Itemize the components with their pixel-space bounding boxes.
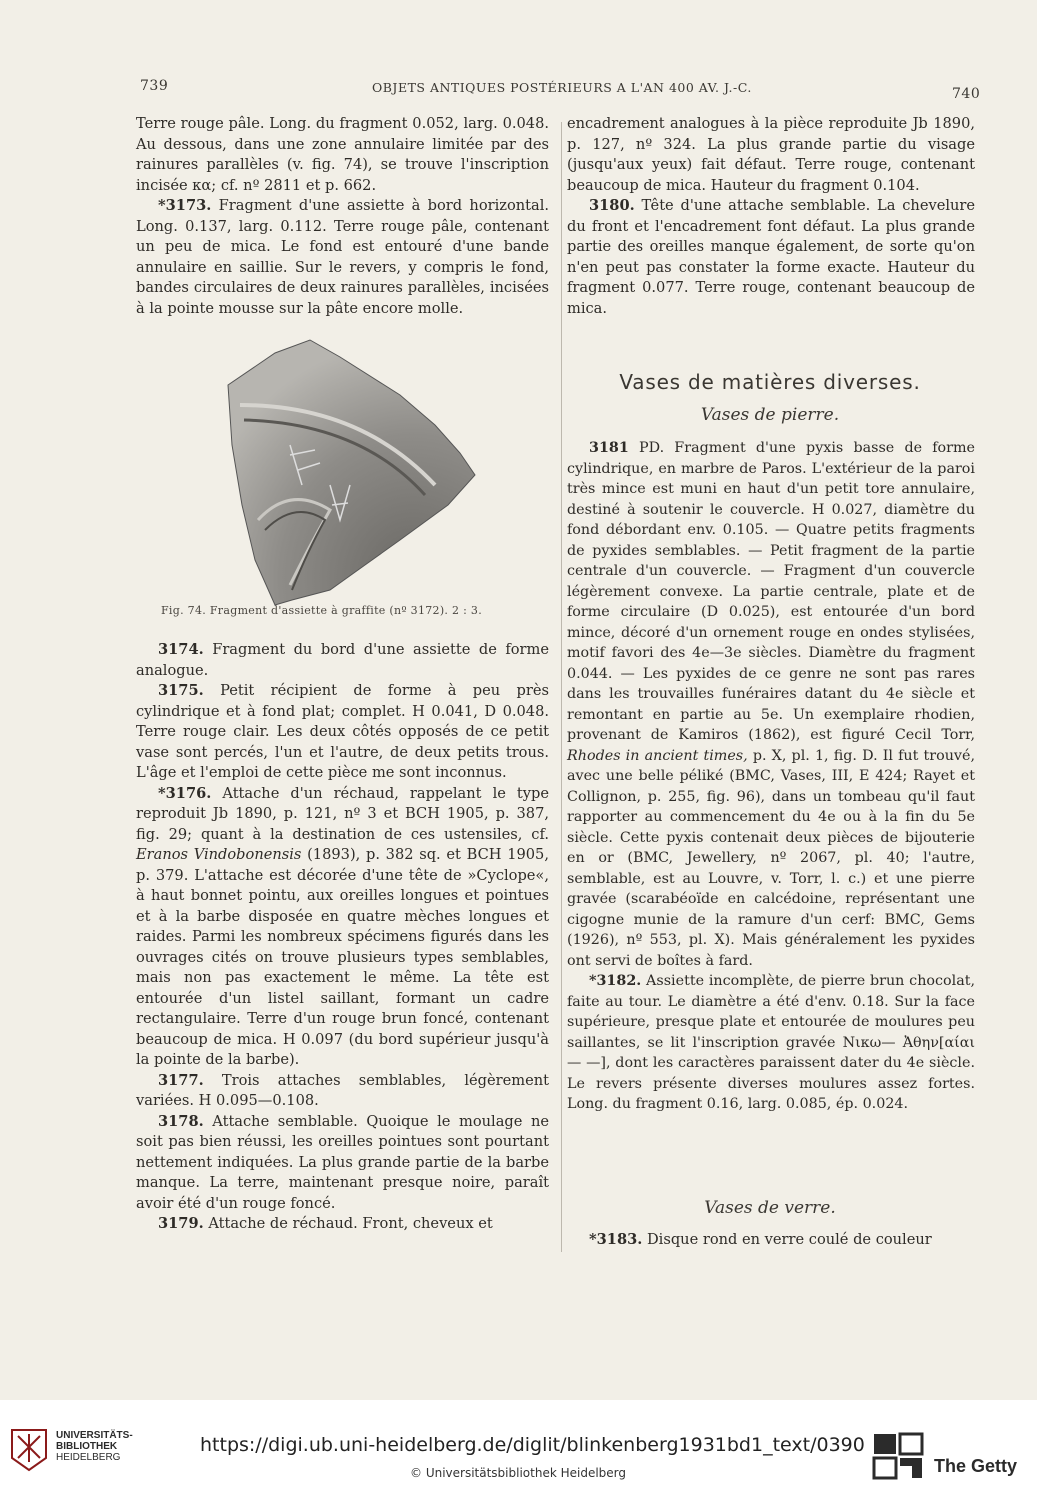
right-column-bottom bbox=[567, 1230, 975, 1251]
entry-text: Attache de réchaud. Front, cheveux et bbox=[208, 1215, 493, 1232]
italic-title: Rhodes in ancient times, bbox=[567, 747, 748, 764]
paragraph-3179 bbox=[136, 1214, 549, 1235]
paragraph-3176 bbox=[136, 784, 549, 1071]
entry-text: Trois attaches semblables, légèrement variées. H 0.095—0.108. bbox=[136, 1071, 550, 1109]
viewer-footer bbox=[0, 1400, 1037, 1493]
entry-text: Fragment d'une assiette à bord horizontal. Long. 0.137, larg. 0.112. Terre rouge pâle, contenant un peu de mica. Le fond est entouré d'une bande annulaire en saillie. Sur le revers, y compris le fond, bandes circulaires de deux rainures parallèles, incisées à la pointe mousse sur la pâte encore molle. bbox=[136, 197, 550, 317]
figure-caption: Fig. 74. Fragment d'assiette à graffite (nº 3172). 2 : 3. bbox=[161, 604, 483, 617]
paragraph-3174 bbox=[136, 640, 549, 681]
entry-number: 3174. bbox=[158, 641, 204, 658]
paragraph-3175 bbox=[136, 681, 549, 784]
entry-number: 3178. bbox=[158, 1112, 204, 1130]
library-name-line: HEIDELBERG bbox=[56, 1452, 121, 1463]
getty-mark-icon bbox=[872, 1432, 924, 1480]
paragraph: Terre rouge pâle. Long. du fragment 0.052, larg. 0.048. Au dessous, dans une zone annulaire limitée par des rainures parallèles (v. fig. 74), se trouve l'inscription incisée κα; cf. nº 2811 et p. 662. bbox=[136, 115, 549, 194]
entry-text: p. X, pl. 1, fig. D. Il fut trouvé, avec une belle péliké (BMC, Vases, III, E 424; Rayet et Collignon, p. 255, fig. 96), dans un tombeau qu'il faut rapporter au commencement du 4e ou à la fin du 5e siècle. Cette pyxis contenait deux pièces de bijouterie en or (BMC, Jewellery, nº 2067, pl. 40; l'autre, semblable, est au Louvre, v. Torr, l. c.) et une pierre gravée (scarabéoïde en calcédoine, représentant une cigogne munie de la ramure d'un cerf: BMC, Gems (1926), nº 553, pl. X). Mais généralement les pyxides ont servi de boîtes à fard. bbox=[567, 747, 975, 969]
entry-number: 3180. bbox=[589, 197, 635, 214]
entry-number: *3183. bbox=[589, 1231, 643, 1248]
page-number-right: 740 bbox=[952, 86, 981, 102]
paragraph-3181 bbox=[567, 438, 975, 971]
subsection-title-glass: Vases de verre. bbox=[704, 1198, 836, 1218]
running-title: OBJETS ANTIQUES POSTÉRIEURS A L'AN 400 AV. J.-C. bbox=[372, 80, 752, 95]
permalink-url[interactable]: https://digi.ub.uni-heidelberg.de/diglit/blinkenberg1931bd1_text/0390 bbox=[200, 1434, 865, 1456]
paragraph-3173 bbox=[136, 196, 549, 319]
plate-fragment-figure bbox=[220, 335, 495, 620]
library-logo[interactable] bbox=[10, 1428, 145, 1478]
library-name bbox=[56, 1430, 133, 1463]
right-column-middle bbox=[567, 438, 975, 1115]
entry-number: 3177. bbox=[158, 1071, 204, 1089]
library-name-line: UNIVERSITÄTS- bbox=[56, 1430, 133, 1441]
subsection-title-stone: Vases de pierre. bbox=[700, 405, 840, 425]
entry-number: *3176. bbox=[158, 784, 212, 802]
entry-text: PD. Fragment d'une pyxis basse de forme cylindrique, en marbre de Paros. L'extérieur de la paroi très mince est muni en haut d'un petit tore annulaire, destiné à soutenir le couvercle. H 0.027, diamètre du fond débordant env. 0.105. — Quatre petits fragments de pyxides semblables. — Petit fragment de la partie centrale d'un couvercle. — Fragment d'un couvercle légèrement convexe. La partie centrale, plate et de forme circulaire (D 0.025), est entourée d'un bord mince, décoré d'un ornement rouge en ondes stylisées, motif favori des 4e—3e siècles. Diamètre du fragment 0.044. — Les pyxides de ce genre ne sont pas rares dans les trouvailles funéraires datant du 4e siècle et remontant en partie au 5e. Un exemplaire rhodien, provenant de Kamiros (1862), est figuré Cecil Torr, bbox=[567, 440, 976, 743]
paragraph-3177 bbox=[136, 1071, 549, 1112]
entry-text: (1893), p. 382 sq. et BCH 1905, p. 379. L'attache est décorée d'une tête de »Cyclope«, à haut bonnet pointu, aux oreilles longues et pointues et à la barbe disposée en quatre mèches longues et raides. Parmi les nombreux spécimens figurés dans les ouvrages cités on trouve plusieurs types semblables, mais non pas exactement le même. La tête est entourée d'un listel saillant, formant un cadre rectangulaire. Terre d'un rouge brun foncé, contenant beaucoup de mica. H 0.097 (du bord supérieur jusqu'à la pointe de la barbe). bbox=[136, 846, 549, 1068]
entry-text: Attache d'un réchaud, rappelant le type reproduit Jb 1890, p. 121, nº 3 et BCH 1905, p. 387, fig. 29; quant à la destination de ces ustensiles, cf. bbox=[136, 784, 550, 843]
left-column-top bbox=[136, 114, 549, 319]
getty-name: The Getty bbox=[934, 1456, 1018, 1476]
entry-number: 3179. bbox=[158, 1215, 204, 1232]
entry-text: Tête d'une attache semblable. La chevelure du front et l'encadrement font défaut. La plus grande partie des oreilles manque également, de sorte qu'on n'en peut pas constater la forme exacte. Hauteur du fragment 0.077. Terre rouge, contenant beaucoup de mica. bbox=[567, 197, 976, 317]
page-number-left: 739 bbox=[140, 78, 169, 94]
paragraph-3180 bbox=[567, 196, 975, 319]
entry-text: Fragment du bord d'une assiette de forme analogue. bbox=[136, 641, 549, 679]
library-shield-icon bbox=[10, 1428, 48, 1472]
section-title: Vases de matières diverses. bbox=[619, 370, 921, 394]
entry-number: *3173. bbox=[158, 197, 212, 214]
paragraph-3178 bbox=[136, 1112, 549, 1215]
entry-text: Petit récipient de forme à peu près cylindrique et à fond plat; complet. H 0.041, D 0.048. Terre rouge clair. Les deux côtés opposés de ce petit vase sont percés, l'un et l'autre, de deux petits trous. L'âge et l'emploi de cette pièce me sont inconnus. bbox=[136, 682, 549, 781]
entry-number: 3181 bbox=[589, 440, 629, 456]
italic-title: Eranos Vindobonensis bbox=[136, 846, 302, 863]
column-divider bbox=[561, 122, 562, 1252]
entry-number: 3175. bbox=[158, 682, 204, 699]
right-column-top bbox=[567, 114, 975, 319]
paragraph-3182 bbox=[567, 971, 975, 1115]
paragraph: encadrement analogues à la pièce reproduite Jb 1890, p. 127, nº 324. La plus grande partie du visage (jusqu'aux yeux) fait défaut. Terre rouge, contenant beaucoup de mica. Hauteur du fragment 0.104. bbox=[567, 115, 975, 194]
left-column-bottom bbox=[136, 640, 549, 1235]
copyright-notice: © Universitätsbibliothek Heidelberg bbox=[410, 1466, 627, 1480]
entry-text: Disque rond en verre coulé de couleur bbox=[646, 1231, 932, 1248]
library-name-line: BIBLIOTHEK bbox=[56, 1441, 118, 1452]
entry-text: Attache semblable. Quoique le moulage ne soit pas bien réussi, les oreilles pointues sont pourtant nettement indiquées. La plus grande partie de la barbe manque. La terre, maintenant presque noire, paraît avoir été d'un rouge foncé. bbox=[136, 1112, 550, 1212]
entry-number: *3182. bbox=[589, 973, 642, 989]
getty-logo[interactable] bbox=[872, 1432, 1032, 1482]
paragraph-3183 bbox=[567, 1230, 975, 1251]
fragment-shape bbox=[228, 340, 475, 605]
entry-text: Assiette incomplète, de pierre brun chocolat, faite au tour. Le diamètre a été d'env. 0.18. Sur la face supérieure, presque plate et entourée de moulures peu saillantes, se lit l'inscription gravée Νικω— Ἀθην[αίαι — —], dont les caractères paraissent dater du 4e siècle. Le revers présente diverses moulures assez fortes. Long. du fragment 0.16, larg. 0.085, ép. 0.024. bbox=[567, 973, 976, 1112]
